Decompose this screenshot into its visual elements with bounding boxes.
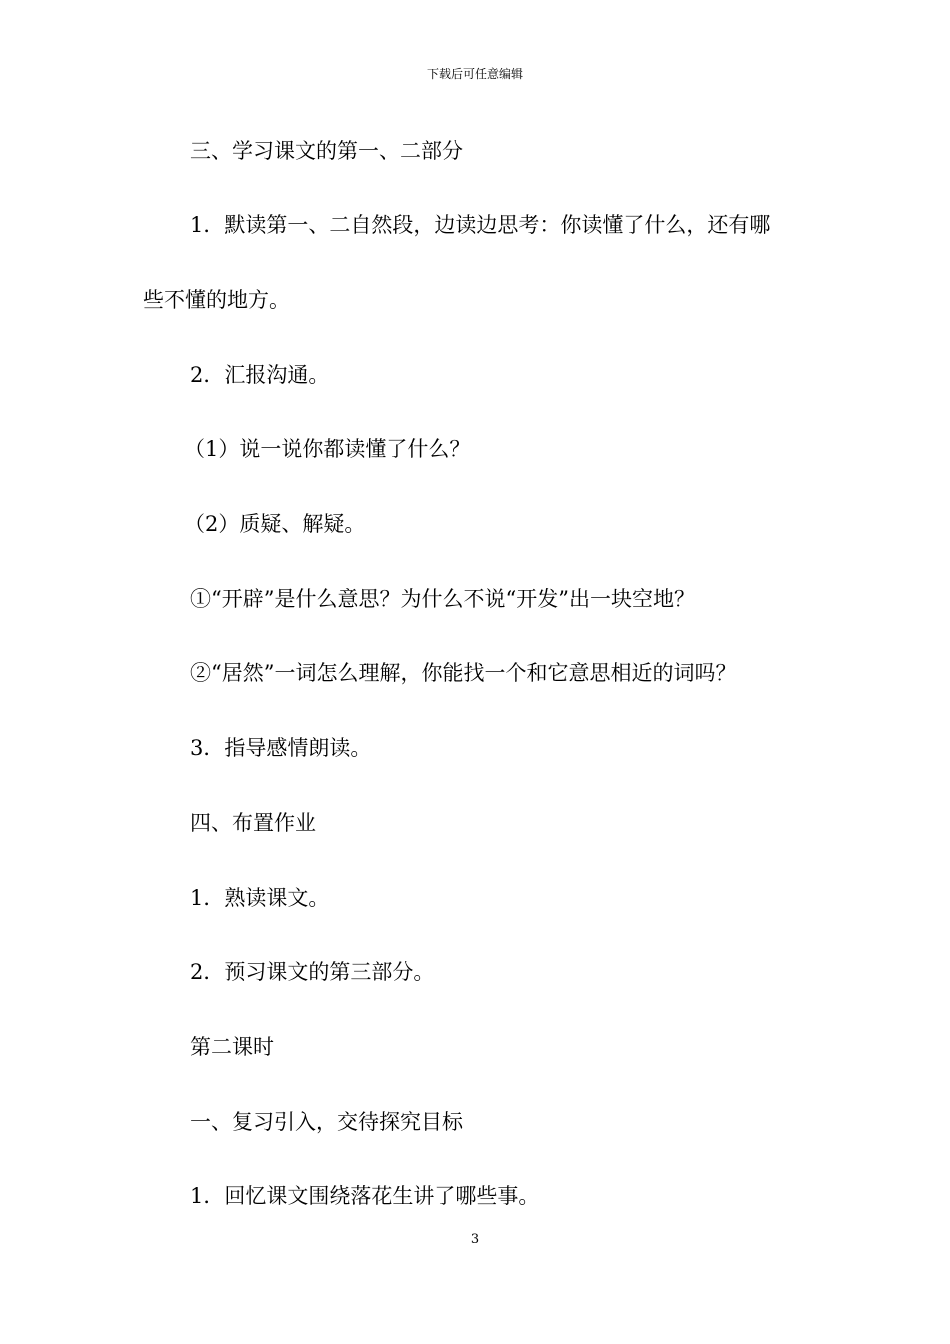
paragraph-item-1: 1．默读第一、二自然段，边读边思考：你读懂了什么，还有哪 — [190, 213, 771, 237]
lesson-heading: 第二课时 — [190, 1035, 274, 1059]
homework-item-2: 2．预习课文的第三部分。 — [190, 960, 435, 984]
page-header: 下载后可任意编辑 — [426, 67, 523, 81]
paragraph-item-3: 3．指导感情朗读。 — [190, 736, 372, 760]
paragraph-subitem-2: （2）质疑、解疑。 — [184, 512, 366, 536]
homework-item-1: 1．熟读课文。 — [190, 886, 330, 910]
page-number: 3 — [470, 1232, 480, 1247]
paragraph-item-2: 2．汇报沟通。 — [190, 363, 330, 387]
section-heading-1: 一、复习引入，交待探究目标 — [190, 1110, 463, 1134]
paragraph-subitem-1: （1）说一说你都读懂了什么？ — [184, 437, 471, 461]
section-heading-3: 三、学习课文的第一、二部分 — [190, 139, 463, 163]
paragraph-circled-1: ①“开辟”是什么意思？为什么不说“开发”出一块空地？ — [190, 587, 695, 611]
paragraph-circled-2: ②“居然”一词怎么理解，你能找一个和它意思相近的词吗？ — [190, 661, 737, 685]
review-item-1: 1．回忆课文围绕落花生讲了哪些事。 — [190, 1184, 540, 1208]
paragraph-continuation: 些不懂的地方。 — [143, 288, 290, 312]
section-heading-4: 四、布置作业 — [190, 811, 316, 835]
